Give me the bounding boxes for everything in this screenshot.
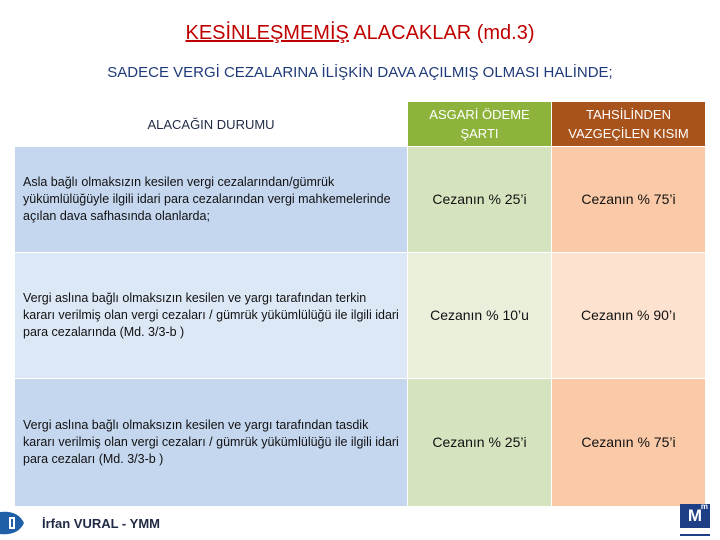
header-tahsil-line1: TAHSİLİNDEN <box>586 107 671 122</box>
mm-logo <box>680 504 710 536</box>
header-tahsil <box>551 102 705 146</box>
row-1-tahsil: Cezanın % 75’i <box>551 146 705 252</box>
row-divider <box>15 252 705 253</box>
mm-logo-sup: m <box>700 502 708 511</box>
row-2-tahsil: Cezanın % 90’ı <box>551 252 705 378</box>
row-2-durum: Vergi aslına bağlı olmaksızın kesilen ve yargı tarafından terkin kararı verilmiş olan vergi cezaları / gümrük yükümlülüğü ile ilgili idari para cezalarında (Md. 3/3-b ) <box>15 252 407 378</box>
row-divider <box>15 378 705 379</box>
page-title-underlined: KESİNLEŞMEMİŞ <box>185 22 349 44</box>
receivables-table <box>15 102 705 506</box>
page-title <box>0 22 720 45</box>
author-logo-icon <box>0 508 34 538</box>
row-1-durum: Asla bağlı olmaksızın kesilen vergi cezalarından/gümrük yükümlülüğüyle ilgili idari para cezalarından vergi mahkemelerinde açılan dava safhasında olanlarda; <box>15 146 407 252</box>
row-divider <box>15 146 705 147</box>
row-3-tahsil: Cezanın % 75’i <box>551 378 705 506</box>
header-tahsil-line2: VAZGEÇİLEN KISIM <box>568 126 689 141</box>
mm-logo-letter: M <box>687 506 703 525</box>
header-asgari-line1: ASGARİ ÖDEME <box>429 107 530 122</box>
header-asgari-line2: ŞARTI <box>460 126 499 141</box>
row-2-asgari: Cezanın % 10’u <box>407 252 551 378</box>
header-durum: ALACAĞIN DURUMU <box>15 102 407 146</box>
mm-logo-bar <box>680 528 710 534</box>
row-1-asgari: Cezanın % 25’i <box>407 146 551 252</box>
author-name: İrfan VURAL - YMM <box>42 515 160 531</box>
footer-author <box>0 506 160 540</box>
header-asgari <box>407 102 551 146</box>
row-3-asgari: Cezanın % 25’i <box>407 378 551 506</box>
page-subtitle: SADECE VERGİ CEZALARINA İLİŞKİN DAVA AÇILMIŞ OLMASI HALİNDE; <box>107 64 613 81</box>
page-title-rest: ALACAKLAR (md.3) <box>348 22 535 44</box>
row-3-durum: Vergi aslına bağlı olmaksızın kesilen ve yargı tarafından tasdik kararı verilmiş olan vergi cezaları / gümrük yükümlülüğü ile ilgili idari para cezaları (Md. 3/3-b ) <box>15 378 407 506</box>
